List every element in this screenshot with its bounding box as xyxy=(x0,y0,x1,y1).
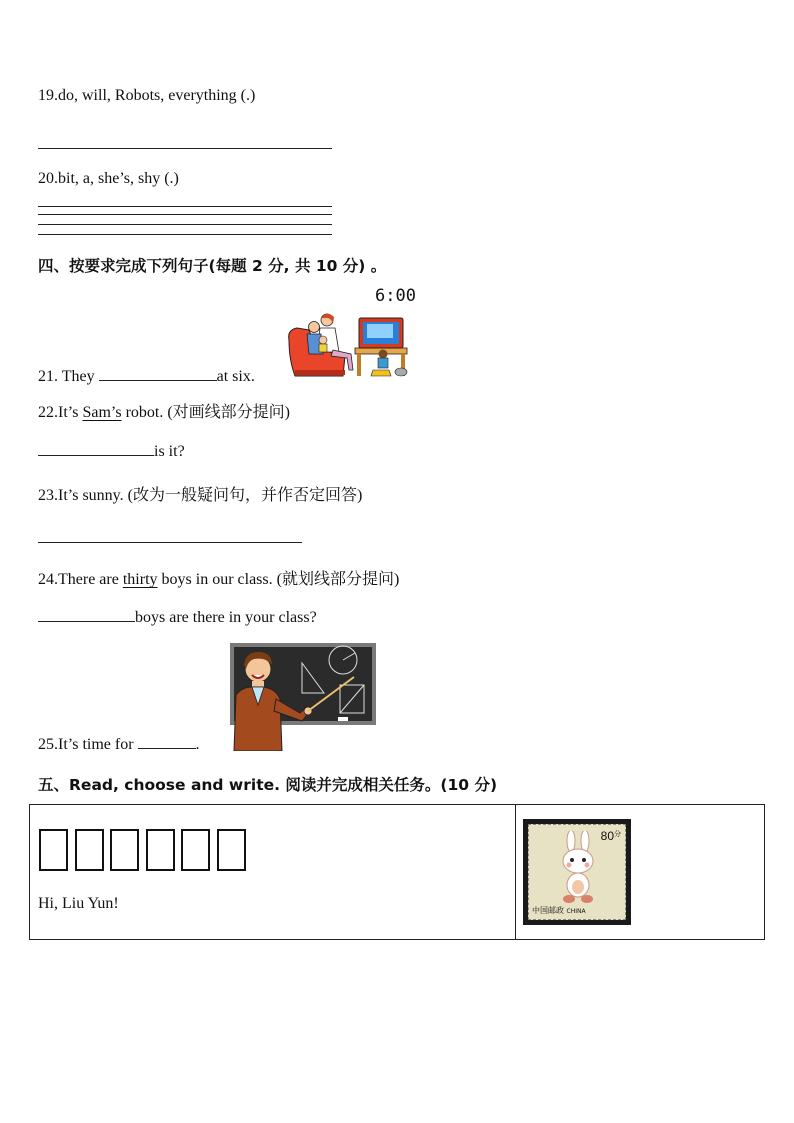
stamp-value: 80 xyxy=(600,829,614,843)
stamp-unit: 分 xyxy=(614,831,621,838)
reading-table xyxy=(29,804,765,940)
stamp-country-en: CHINA xyxy=(566,908,586,915)
letter-cell xyxy=(30,805,516,940)
rabbit-icon xyxy=(549,831,609,905)
answer-blank-22[interactable] xyxy=(38,441,154,456)
question-19: 19.do, will, Robots, everything (.) xyxy=(38,87,256,104)
question-22-prefix: 22.It’s xyxy=(38,404,83,421)
stamp-country-cn: 中国邮政 xyxy=(532,906,564,915)
answer-24-suffix: boys are there in your class? xyxy=(135,609,317,626)
answer-blank-21[interactable] xyxy=(99,366,217,381)
section-4-title: 四、按要求完成下列句子(每题 2 分, 共 10 分) 。 xyxy=(38,257,387,275)
answer-blank-25[interactable] xyxy=(138,734,196,749)
answer-line-20d[interactable] xyxy=(38,234,332,235)
question-21-suffix: at six. xyxy=(216,368,255,385)
answer-22 xyxy=(38,441,185,461)
question-23: 23.It’s sunny. (改为一般疑问句，并作否定回答) xyxy=(38,487,363,504)
answer-line-20b[interactable] xyxy=(38,214,332,215)
question-24-underlined: thirty xyxy=(122,571,158,588)
question-25 xyxy=(38,734,200,754)
answer-blank-24[interactable] xyxy=(38,607,135,622)
letter-boxes xyxy=(39,829,252,876)
question-25-suffix: . xyxy=(195,736,200,753)
question-22-suffix: robot. (对画线部分提问) xyxy=(121,404,291,421)
question-24-prefix: 24.There are xyxy=(38,571,123,588)
letter-box[interactable] xyxy=(217,829,246,871)
answer-line-20c[interactable] xyxy=(38,224,332,225)
letter-box[interactable] xyxy=(75,829,104,871)
answer-line-23[interactable] xyxy=(38,542,302,543)
letter-box[interactable] xyxy=(110,829,139,871)
letter-box[interactable] xyxy=(181,829,210,871)
teacher-at-blackboard-illustration xyxy=(222,643,380,751)
question-24 xyxy=(38,566,399,589)
section-5-title: 五、Read, choose and write. 阅读并完成相关任务。(10 分) xyxy=(38,776,498,794)
answer-24 xyxy=(38,607,317,627)
question-21-prefix: 21. They xyxy=(38,368,99,385)
answer-22-suffix: is it? xyxy=(154,443,185,460)
answer-line-19[interactable] xyxy=(38,148,332,149)
question-22 xyxy=(38,399,290,422)
clock-time: 6:00 xyxy=(375,286,416,306)
question-22-underlined: Sam’s xyxy=(82,404,122,421)
family-watching-tv-illustration xyxy=(287,310,415,380)
letter-greeting: Hi, Liu Yun! xyxy=(38,895,119,912)
answer-line-20a[interactable] xyxy=(38,206,332,207)
letter-box[interactable] xyxy=(146,829,175,871)
stamp-cell xyxy=(516,805,765,940)
question-25-prefix: 25.It’s time for xyxy=(38,736,138,753)
letter-box[interactable] xyxy=(39,829,68,871)
question-21 xyxy=(38,366,255,386)
postage-stamp xyxy=(523,819,631,925)
question-20: 20.bit, a, she’s, shy (.) xyxy=(38,170,179,187)
question-24-suffix: boys in our class. (就划线部分提问) xyxy=(157,571,400,588)
